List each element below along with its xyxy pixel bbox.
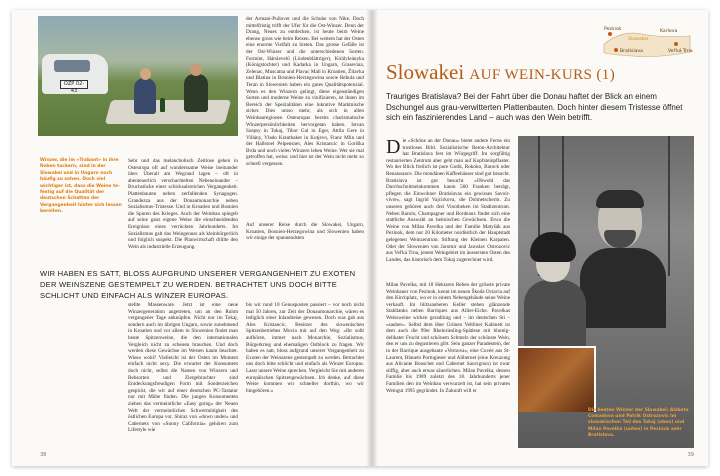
vine-row <box>668 136 670 276</box>
left-column-2: der Armani-Pullover und die Schuhe von Nike. Doch mittelfristig trifft der Ufer für die Ost-Winzer. Denn der Drang, Neues zu entdecken, ist heute beim Weine ebenso gross wie beim Reisen. Bei weitem hat der Osten eine enorme Vielfalt zu bieten. Das grosse Gefälle ist der Ost-Winzer und die unterschiedenen Sorten. Furmint, Hárslevelű (Lindenblättriger), Királyleányka (Königstochter) und Kadarka in Ungarn, Grasevina, Zelenac, Muscatna und Plavac Mali in Kroatien, Žilavka und Blatina in Bosnien-Herzegowina sowie Rebula und Teran in Slowenien haben ein gutes Qualitätspotenzial. Wenn es den Winzern gelingt, diese eigenständigen Sorten und moderne Weine zu vinifizieren, ist ihnen im Bereich der Spezialitäten eine lukrative Marktnische sicher. Dies umso mehr, als sich in allen Weinbauregionen Osteuropas bereits charismatische Winzerpersönlichkeiten hervorgetan haben. Istvan Szepsy in Tokaj, Tibor Gal in Eger, Attila Gere in Villány, Vlado Krauthaker in Kutjevo, Franc Mlin und der Hallstoel Pelpensner, Ales Kristancic in Goriška Brda und noch vielen Winzern leben Weine. Wer sie mal getroffen hat, weiss: und hier ist der Wein nicht mehr so schnell vergessen. <box>246 16 364 168</box>
magazine-spread <box>12 10 708 466</box>
right-column-2: Milan Pavelka, mit 18 Hektaren Reben der grösste private Weinbauer von Pezinok, kennt im neuen Škoda Octavia auf den Kirchplatz, wo er in einem Nebengebäude seine Weine verkauft. Im blitzsauberen Keller stehen glänzende Stahltanks neben Barriques aus Allier-Eiche. Pavelkas Weissweine wirken geradlinig und – im deutschen Sti – «sauber». Selbst dem über Grünen Veltliner Kabinett ist dem auch die 99er Rheinriesling-Spätlese mit blumig-delikater Frucht und schönem Schmelz der schönste Wein, den er uns zu degustieren gibt. Sein ganzer Paradestein, der in der Barrique ausgebaute «Vernova», eine Cuvée aus St-Laurent, Blauem Portugieser und Alibernet (eine Kreuzung aus Alicante Bouschet und Cabernet Sauvignon) ist zwar süffig, aber auch etwas säuerlichen. Milan Pavelka, dessen Familie bis 1989 zuletzt des 18. Jahrhunderts jener Familien den im Weinbau verwurzelt ist, hat sein privates Weingut 1995 gegründet. In Zukunft will er <box>386 282 510 394</box>
right-page-number: 39 <box>687 452 694 458</box>
car-window <box>54 60 90 72</box>
trabant-picnic-photo <box>38 16 238 136</box>
winemaker-man <box>580 194 666 324</box>
left-photo-caption: Winzer, die im «Trabant» in ihre Reben tuckern, sind in der Slowakei und in Ungarn noch häufig zu sehen. Doch viel wichtiger ist, dass die Weine te-festig auf die Qualität der deutschen Schatten der Vergangenheit hinter sich lassen bereiten. <box>40 158 122 215</box>
spine-gutter <box>366 10 378 466</box>
article-lede: Trauriges Bratislava? Bei der Fahrt über die Donau haftet der Blick an einem Dschungel aus grau-verwitterten Plattenbauten. Doch hinter diesem Tristesse öffnet sich ein faszinierendes Land – auch was den Wein betrifft. <box>386 92 683 123</box>
left-column-3: stellte Massenware. Jetzt ist eine neue Winzergeneration angetreten, um an den Ruhm vergangener Tage anknüpfen. Nicht nur im Tokaj, sondern auch im übrigen Ungarn, sowie zunehmend in Kroatien und vor allem in Slowenien findet man heute Spitzenweine, die den internationalen Vergleich nicht zu scheuen brauchen. Und doch werden diese Gewächse im Westen kaum beachtet. Wieso wohl? Vielleicht ist der Osten im Moment einfach nicht sexy. Die erwartet der Konsument doch nicht, selbst die Namen von Winzern und Rebsorten und Ziergebrachter sind Entdeckungsfreudigen Form mit Sonderzeichen gespickt, die wir auf einer deutschen PC-Tastatur nur mit Mühe finden. Die jungen Konsumenten ziehen das vermeintliche «Easy going» der Neuen Welt der vermeintlichen Schwermütigkeit des östlichen Europa vor. Shiraz von «down under» und Cabernets von «Sunny California» gehören zum Lifestyle wie <box>128 302 238 434</box>
map-label-velka-trna: Vel'ká Trna <box>668 49 693 54</box>
trabant-car <box>42 54 108 94</box>
article-title <box>386 60 686 87</box>
left-page-number: 38 <box>40 452 47 458</box>
seated-person-right <box>184 74 208 112</box>
map-dot-pezinok <box>608 32 612 36</box>
winemakers-portrait-photo <box>518 136 694 448</box>
license-plate: OZP 02-43 <box>60 80 88 89</box>
seated-person-left <box>134 78 156 114</box>
winemaker-woman <box>524 232 586 342</box>
map-label-karlova: Karlova <box>660 29 678 34</box>
map-dot-bratislava <box>614 48 618 52</box>
map-label-slowakei: Slowakei <box>628 37 649 42</box>
right-column-1 <box>386 138 510 274</box>
picnic-blanket <box>105 100 231 124</box>
pull-quote: WIR HABEN ES SATT, BLOSS AUFGRUND UNSERER VERGANGENHEIT ZU EXOTEN DER WEINSZENE GESTEMPELT ZU WERDEN. BETRACHTET UNS DOCH BITTE SCHLICHT UND EINFACH ALS WINZER EUROPAS. <box>40 269 356 300</box>
right-photo-caption: Die besten Winzer der Slowakei: Alzbeta Comadova und Patrik Ostrozovic im slowakischen Teil des Tokaj (oben) und Milan Pavelka (unten) in Pezinok sehr Bratislava. <box>588 408 689 438</box>
left-column-1: Sehr und das melancholisch Zeitlose gehen in Osteuropa oft auf wunderssame Weise ineinander über. Überall am Wegrand lagen – oft in abenteuerlich verschachtelten Nebeneinander – Bruchstücke einer schicksalsreichen Vergangenheit. Plattenbauten neben zerfallenden Synagogen. Grandezza aus der Donaumonarchie neben Sozialismus-Tristesse. Und in Kroatien und Bosnien die Spuren des Krieges. Auch der Weinbau spiegelt auf seine ganz eigene Weise die einschneidenden Ereignisse eines verrückten Jahrhunderts. Im Sozialismus galt das Weingenuss als kleinbürgerlich und folglich suspekt. Die Planwirtschaft drillte den Wein als industrielle Erzeugung. <box>128 158 238 250</box>
title-sub: AUF WEIN-KURS (1) <box>469 67 616 83</box>
map-label-pezinok: Pezinok <box>604 27 622 32</box>
left-column-4: bis wir rund 10 Genusposten passiert – vor noch nicht mal 50 Jahren, zur Zeit der Donaumonarchie, wären es lediglich einer Inlandreise gewesen. Doch was gab aus Ales Kristancic, Besitzer des slowenischen Spitzenbetriebes Movia mit auf den Weg: «Ihr sollt aufhören, immer nach Monarchie, Sozialismus, Bürgerkrieg und ehemaligen Ostblock zu fragen. Wir haben es satt, bloss aufgrund unserer Vergangenheit zu Exoten der Weinszene gestempelt zu werden. Betrachtet uns doch bitte schlicht und einfach als Winzer Europas. Lasst unsere Weine sprechen. Vergleicht Sie mit anderen europäischen Spitzengewächsen. Ich denke, auf diese Weise kommen wir schneller dorthin, wo wir hingehören.» <box>246 302 364 394</box>
vineyard-inset-photo <box>518 346 596 412</box>
left-column-2-tail: Auf unserer Reise durch die Slowakei, Ungarn, Kroatien, Bosnien-Herzegowina und Slowenien haben wir einige der spannendsten <box>246 222 364 242</box>
map-label-bratislava: Bratislava <box>620 49 643 54</box>
slovakia-locator-map <box>602 22 694 62</box>
title-main: Slowakei <box>386 60 465 84</box>
right-column-1-text: ie «Schöne an der Donau» bietet andere Ferne ein trostloses Bild. Sozialistische Beton-Architektur hat Bratislava fest im Würgegriff. Im sorgfältig restaurierten Zentrum aber geht man auf Kopfsteinpflaster. Wo der Blick freilich ist pure Gotik, Rokoko, Barock oder Renaissance. Die mondänen Kaffeehäuser sind gut besucht. Bratislava ist gut besucht. «Obwohl das Durchschnittseinkommen kaum 500 Franken beträgt, pflegen die Einwohner Bratislavas ein gewisses Savoir-vivre», sagt Ingrid Vajcirkova, die Dolmetscherin. Zu unseren gehören auch drei Vinotheken im Stadtzentrum. Neben Barolo, Champagner und Bordeaux findet sich eine stattliche Auswahl an heimischen Gewächsen. Etwa die Weine von Milan Pavelka und der Familie Matyšák aus Pezinok, dem nur 20 Kilometer nordöstlich der Hauptstadt gelegenen Weinzentrum. Stiftung der Kleinen Karpaten. Oder der Slowenien von Jaromir und Jaroslav Ostrozovic aus Vel'ká Trna, jenem Weingebiet im äussersten Osten des Landes, das historisch dem Tokaj zugerechnet wird. <box>386 138 510 263</box>
wine-bottle <box>160 98 165 112</box>
map-dot-velka-trna <box>674 42 678 46</box>
drop-cap: D <box>386 138 401 158</box>
